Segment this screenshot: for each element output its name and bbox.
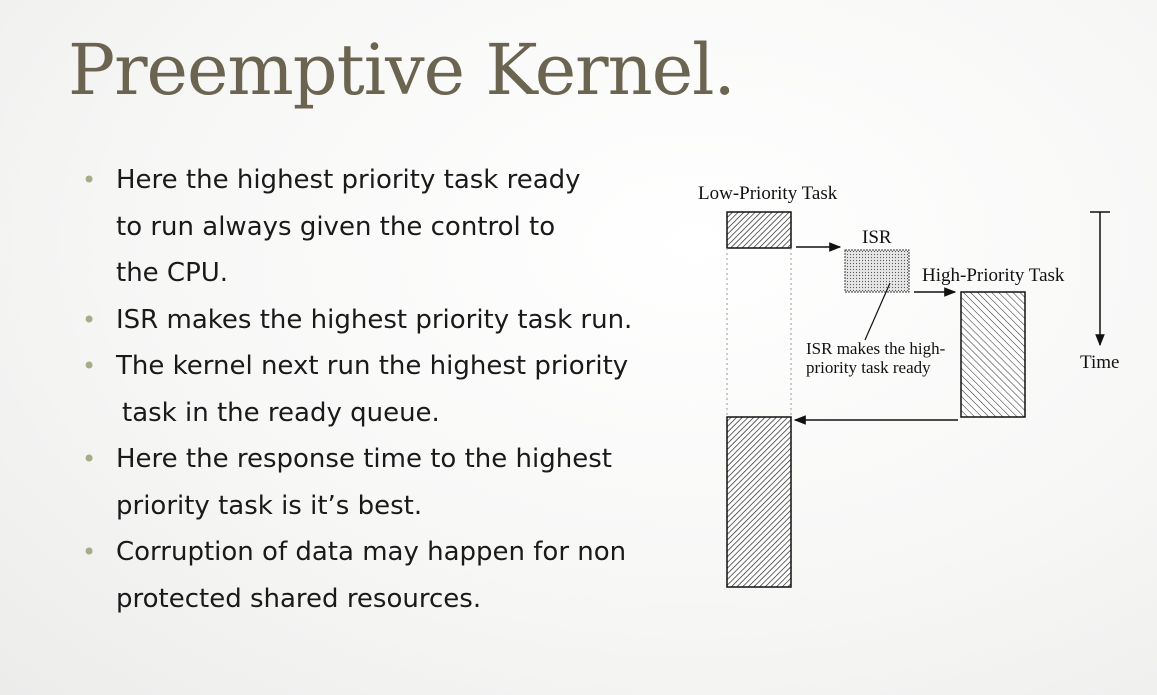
bullet-marker-icon: • bbox=[82, 352, 97, 380]
bullet-text: Corruption of data may happen for non bbox=[116, 537, 627, 567]
bullet-item bbox=[82, 529, 692, 622]
bullet-text: task in the ready queue. bbox=[122, 397, 440, 428]
bullet-marker-icon: • bbox=[82, 445, 97, 473]
low-priority-task-block bbox=[727, 212, 791, 248]
bullet-text: ISR makes the highest priority task run. bbox=[116, 304, 633, 335]
slide-title: Preemptive Kernel. bbox=[68, 29, 735, 111]
annotation-line-2: priority task ready bbox=[806, 358, 931, 377]
high-priority-task-label: High-Priority Task bbox=[922, 265, 1065, 286]
bullet-text: the CPU. bbox=[116, 258, 229, 288]
annotation-line-1: ISR makes the high- bbox=[806, 339, 946, 358]
bullet-marker-icon: • bbox=[82, 538, 97, 566]
bullet-text: priority task is it’s best. bbox=[116, 490, 423, 521]
bullet-text: protected shared resources. bbox=[116, 583, 482, 614]
bullet-marker-icon: • bbox=[82, 166, 97, 194]
bullet-text: Here the highest priority task ready bbox=[116, 165, 581, 195]
bullet-text: The kernel next run the highest priority bbox=[116, 351, 629, 381]
bullet-marker-icon: • bbox=[82, 305, 97, 334]
isr-block bbox=[845, 250, 909, 292]
bullet-item bbox=[82, 343, 692, 436]
high-priority-task-block bbox=[961, 292, 1025, 417]
time-label: Time bbox=[1080, 352, 1120, 373]
low-priority-task-resumed-block bbox=[727, 417, 791, 587]
bullet-list bbox=[82, 157, 692, 622]
isr-label: ISR bbox=[862, 227, 892, 248]
bullet-item bbox=[82, 297, 692, 344]
bullet-text: Here the response time to the highest bbox=[116, 444, 612, 474]
bullet-item bbox=[82, 436, 692, 529]
preemptive-kernel-diagram bbox=[690, 175, 1140, 605]
bullet-item bbox=[82, 157, 692, 297]
bullet-text: to run always given the control to bbox=[116, 211, 556, 242]
low-priority-task-label: Low-Priority Task bbox=[698, 183, 838, 204]
